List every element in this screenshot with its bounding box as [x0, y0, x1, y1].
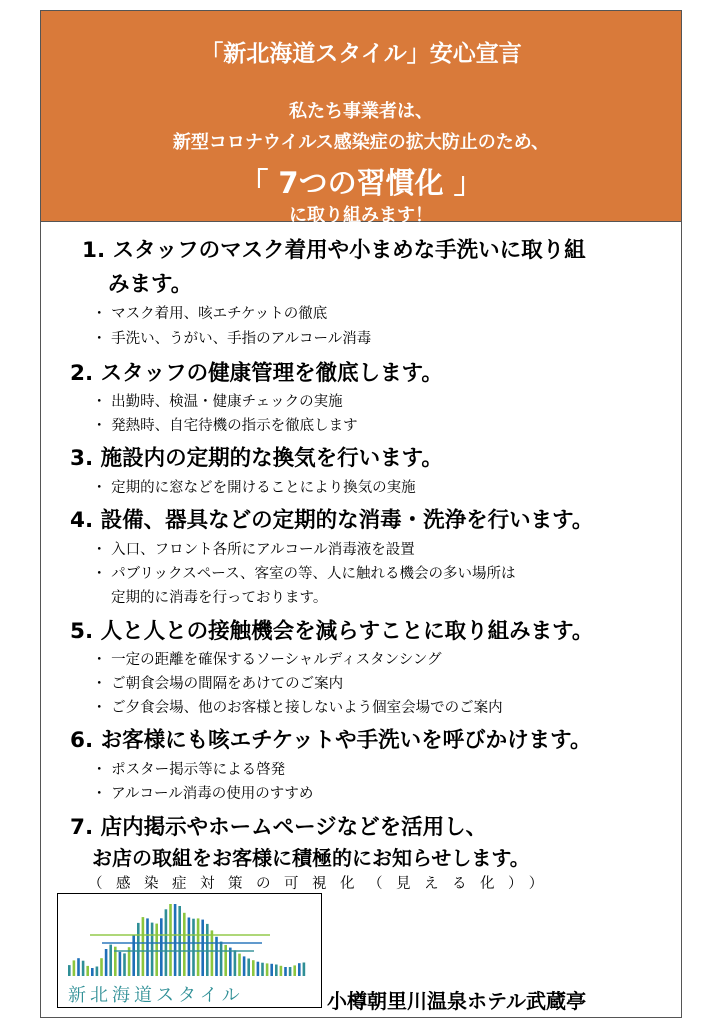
item-2-sub-2: ・ 発熱時、自宅待機の指示を徹底します [92, 418, 358, 434]
item-4-sub-2-cont: 定期的に消毒を行っております。 [111, 590, 328, 606]
item-4-sub-1: ・ 入口、フロント各所にアルコール消毒液を設置 [92, 542, 415, 558]
logo-bar [238, 954, 241, 976]
logo-bar [224, 945, 227, 976]
logo-bar [211, 930, 214, 976]
logo-bar [275, 965, 278, 977]
logo-bar [174, 904, 177, 976]
logo-bar [155, 924, 158, 976]
header-banner [41, 11, 681, 226]
logo-bar [160, 918, 163, 976]
logo-bar [96, 967, 99, 977]
logo-bar [142, 917, 145, 976]
item-1-title-cont: みます。 [108, 272, 193, 297]
item-6-sub-1: ・ ポスター掲示等による啓発 [92, 762, 286, 778]
visibility-note: （感染症対策の可視化（見える化）） [88, 876, 557, 892]
logo-stripe [114, 950, 254, 952]
logo-bar [188, 918, 191, 977]
item-4-title: 4. 設備、器具などの定期的な消毒・洗浄を行います。 [70, 508, 594, 533]
logo-bar [298, 963, 301, 976]
item-7-title: 7. 店内掲示やホームページなどを活用し、 [70, 815, 488, 840]
logo-bar [243, 956, 246, 976]
logo-text: 新北海道スタイル [68, 985, 244, 1006]
logo-bar [100, 958, 103, 976]
logo-bar [105, 949, 108, 976]
logo-bar [252, 960, 255, 976]
logo-bar [91, 968, 94, 976]
logo-bar [247, 959, 250, 977]
logo-bar [73, 960, 76, 976]
logo-stripe [102, 942, 262, 944]
item-2-title: 2. スタッフの健康管理を徹底します。 [70, 361, 443, 386]
logo-bar [197, 918, 200, 976]
item-1-sub-1: ・ マスク着用、咳エチケットの徹底 [92, 306, 328, 322]
logo-bar [257, 962, 260, 976]
header-habit: 「 7つの習慣化 」 [239, 166, 483, 200]
logo-bar [206, 924, 209, 976]
logo-bar [169, 904, 172, 976]
item-6-title: 6. お客様にも咳エチケットや手洗いを呼びかけます。 [70, 728, 592, 753]
item-3-sub-1: ・ 定期的に窓などを開けることにより換気の実施 [92, 480, 416, 496]
logo-bar [303, 963, 306, 977]
logo-bar [132, 935, 135, 976]
logo-bar [151, 923, 154, 976]
logo-bar [183, 913, 186, 976]
item-2-sub-1: ・ 出勤時、検温・健康チェックの実施 [92, 394, 343, 410]
logo-bar [68, 965, 71, 976]
logo-bar [192, 919, 195, 976]
logo-bar [266, 963, 269, 976]
item-4-sub-2: ・ パブリックスペース、客室の等、人に触れる機会の多い場所は [92, 566, 516, 582]
header-line-3: に取り組みます！ [289, 205, 433, 226]
logo-bar [234, 951, 237, 977]
logo-bar [77, 958, 80, 976]
logo-bar [220, 942, 223, 976]
hotel-name: 小樽朝里川温泉ホテル武蔵亭 [327, 989, 586, 1013]
item-5-sub-2: ・ ご朝食会場の間隔をあけてのご案内 [92, 676, 344, 692]
logo-mark [60, 896, 319, 981]
logo-bar [82, 961, 85, 976]
logo-bar [280, 966, 283, 976]
logo-bar [109, 945, 112, 976]
logo-bar [137, 923, 140, 976]
item-5-sub-3: ・ ご夕食会場、他のお客様と接しないよう個室会場でのご案内 [92, 700, 503, 716]
logo-bar [119, 952, 122, 976]
logo-bar [289, 967, 292, 976]
item-1-sub-2: ・ 手洗い、うがい、手指のアルコール消毒 [92, 331, 372, 347]
logo-stripe [90, 934, 270, 936]
header-line-1: 私たち事業者は、 [289, 101, 433, 122]
item-1-title: 1. スタッフのマスク着用や小まめな手洗いに取り組 [82, 238, 586, 263]
logo-bar [178, 906, 181, 976]
item-6-sub-2: ・ アルコール消毒の使用のすすめ [92, 786, 314, 802]
item-5-sub-1: ・ 一定の距離を確保するソーシャルディスタンシング [92, 652, 442, 668]
logo-bar [86, 966, 89, 976]
logo-bar [201, 920, 204, 976]
logo-bar [270, 964, 273, 976]
logo-bar [123, 953, 126, 976]
header-title: 「新北海道スタイル」安心宣言 [200, 41, 522, 67]
header-line-2: 新型コロナウイルス感染症の拡大防止のため、 [172, 132, 550, 153]
item-7-title-cont: お店の取組をお客様に積極的にお知らせします。 [92, 846, 530, 870]
item-3-title: 3. 施設内の定期的な換気を行います。 [70, 446, 443, 471]
item-5-title: 5. 人と人との接触機会を減らすことに取り組みます。 [70, 619, 594, 644]
logo-bar [261, 963, 264, 976]
logo-bar [284, 967, 287, 976]
logo-bar [146, 918, 149, 976]
logo-bar [293, 965, 296, 976]
